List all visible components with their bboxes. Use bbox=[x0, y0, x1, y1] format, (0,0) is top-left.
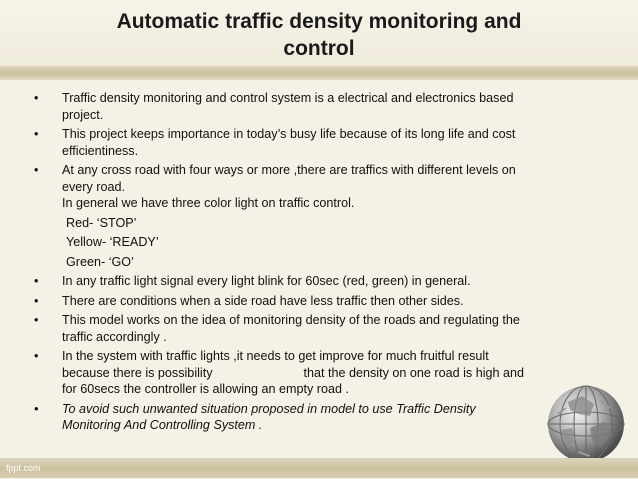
bullet-text-line: Traffic density monitoring and control system is a electrical and electronics based bbox=[62, 91, 514, 105]
bullet-text-line: There are conditions when a side road have less traffic then other sides. bbox=[62, 293, 464, 308]
footer-brand: fppt.com bbox=[6, 463, 41, 473]
bullet-item bbox=[32, 162, 602, 212]
bullet-item bbox=[32, 348, 602, 398]
title-line-2: control bbox=[283, 37, 355, 60]
bullet-item bbox=[32, 401, 602, 434]
bullet-item bbox=[32, 293, 602, 310]
bullet-marker: • bbox=[34, 274, 39, 288]
bullet-marker: • bbox=[34, 163, 39, 177]
bullet-item bbox=[32, 312, 602, 345]
bullet-marker: • bbox=[34, 91, 39, 105]
signal-color-green: Green- ‘GO’ bbox=[66, 254, 134, 269]
bullet-marker: • bbox=[34, 293, 39, 308]
bullet-item bbox=[32, 126, 602, 159]
bullet-text-line: In general we have three color light on traffic control. bbox=[62, 196, 355, 210]
bullet-list bbox=[32, 90, 602, 437]
bullet-marker: • bbox=[34, 127, 39, 141]
signal-color-red: Red- ‘STOP’ bbox=[66, 215, 137, 230]
bullet-text-line: every road. bbox=[62, 179, 125, 194]
title-line-1: Automatic traffic density monitoring and bbox=[116, 10, 522, 33]
signal-color-yellow: Yellow- ‘READY’ bbox=[66, 235, 159, 249]
bullet-text-line: Monitoring And Controlling System . bbox=[62, 418, 263, 432]
bullet-marker: • bbox=[34, 349, 39, 363]
bullet-item bbox=[32, 90, 602, 123]
bullet-text-line: efficientiness. bbox=[62, 143, 139, 158]
bullet-text-line: At any cross road with four ways or more ,there are traffics with different levels on bbox=[62, 163, 516, 177]
bullet-text-line: traffic accordingly . bbox=[62, 329, 167, 344]
slide-title bbox=[40, 8, 598, 62]
bullet-text-line: because there is possibility that the density on one road is high and bbox=[62, 365, 525, 380]
footer-stripe bbox=[0, 458, 638, 478]
bullet-text-line: project. bbox=[62, 107, 104, 122]
bullet-text-line: This project keeps importance in today’s busy life because of its long life and cost bbox=[62, 127, 516, 141]
bullet-text-line: for 60secs the controller is allowing an empty road . bbox=[62, 382, 349, 396]
title-divider-stripe bbox=[0, 66, 638, 80]
bullet-text-line: This model works on the idea of monitoring density of the roads and regulating the bbox=[62, 313, 520, 327]
bullet-marker: • bbox=[34, 401, 39, 416]
bullet-text-line: In the system with traffic lights ,it needs to get improve for much fruitful result bbox=[62, 349, 489, 363]
bullet-item bbox=[32, 273, 602, 290]
bullet-text-line: In any traffic light signal every light blink for 60sec (red, green) in general. bbox=[62, 274, 471, 288]
bullet-text-line: To avoid such unwanted situation proposed in model to use Traffic Density bbox=[62, 401, 476, 416]
bullet-marker: • bbox=[34, 313, 39, 327]
